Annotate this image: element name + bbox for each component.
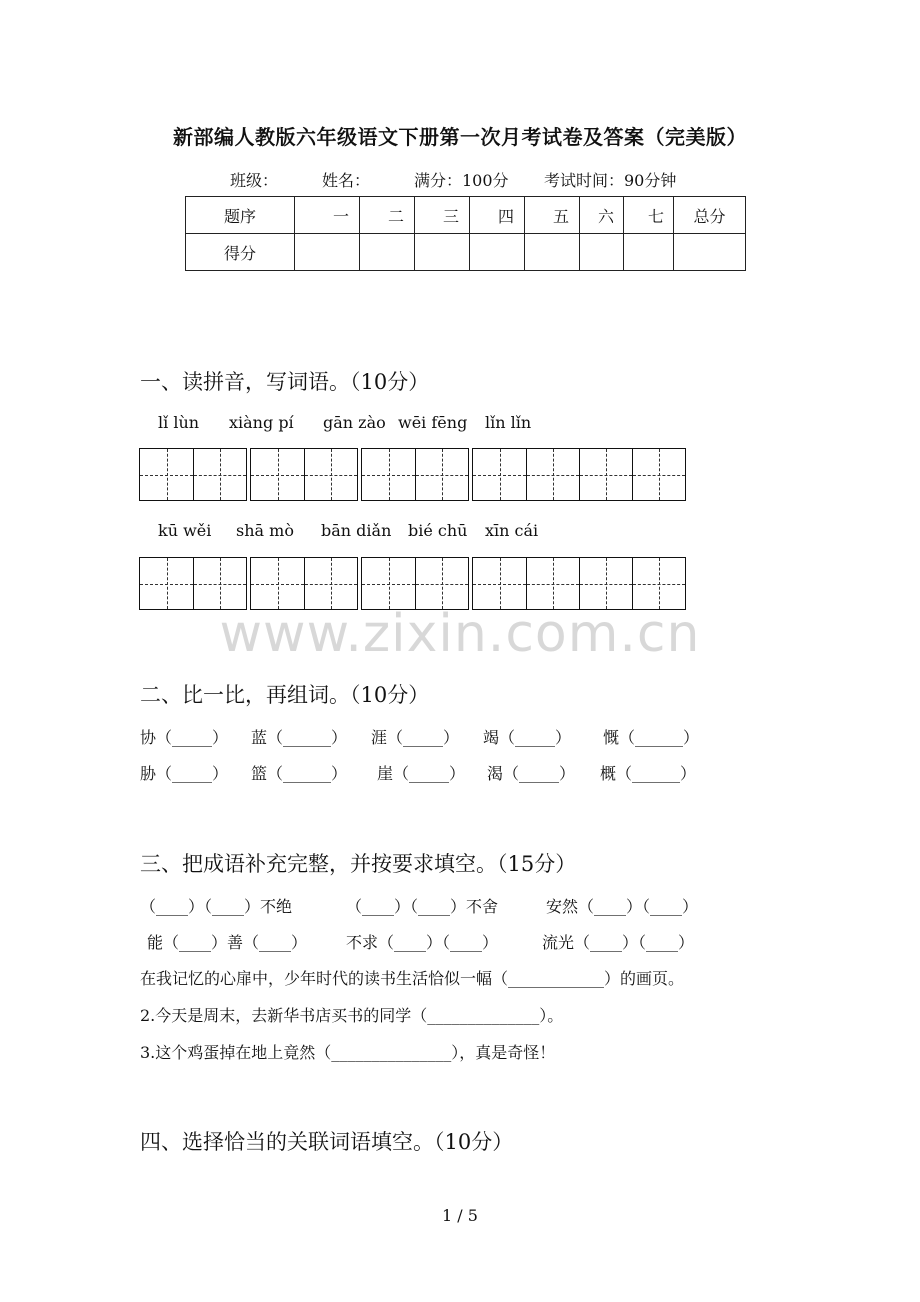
pinyin-label: bié chū (408, 521, 468, 540)
idiom-item: （____）（____）不舍 (346, 897, 499, 916)
pinyin-label: lǐ lùn (158, 413, 200, 432)
pinyin-label: wēi fēng (398, 413, 468, 432)
writing-grid-2char[interactable] (250, 448, 358, 501)
fill-sentence: 2.今天是周末，去新华书店买书的同学（______________）。 (140, 1006, 564, 1025)
idiom-item: 不求（____）（____） (346, 933, 499, 952)
pinyin-label: xīn cái (485, 521, 539, 540)
idiom-item: 安然（____）（____） (546, 897, 699, 916)
section1-heading: 一、读拼音，写词语。（10分） (140, 370, 430, 394)
pinyin-label: bān diǎn (321, 521, 392, 540)
compare-item: 竭（_____） (483, 728, 572, 747)
pinyin-label: xiàng pí (229, 413, 294, 432)
score-cell[interactable] (580, 234, 624, 271)
writing-grid-2char[interactable] (250, 557, 358, 610)
pinyin-label: shā mò (236, 521, 294, 540)
writing-grid-2char[interactable] (139, 557, 247, 610)
score-header-cell: 总分 (674, 197, 746, 234)
writing-grid-2char[interactable] (361, 557, 469, 610)
pinyin-label: lǐn lǐn (485, 413, 532, 432)
watermark: www.zixin.com.cn (219, 604, 701, 664)
score-table-header-row (186, 197, 746, 234)
idiom-item: 能（____）善（____） (147, 933, 308, 952)
score-cell[interactable] (624, 234, 674, 271)
full-score-label: 满分：100分 (414, 171, 509, 190)
section4-heading: 四、选择恰当的关联词语填空。（10分） (140, 1130, 514, 1154)
writing-grid-4char[interactable] (472, 557, 686, 610)
fill-sentence: 在我记忆的心扉中，少年时代的读书生活恰似一幅（____________）的画页。 (140, 969, 685, 988)
class-label: 班级： (230, 171, 279, 190)
compare-item: 协（_____） (140, 728, 229, 747)
compare-item: 蓝（______） (251, 728, 348, 747)
score-header-cell: 四 (470, 197, 525, 234)
score-cell[interactable] (415, 234, 470, 271)
compare-item: 崖（_____） (377, 764, 466, 783)
page-title: 新部编人教版六年级语文下册第一次月考试卷及答案（完美版） (173, 125, 747, 149)
section2-heading: 二、比一比，再组词。（10分） (140, 683, 430, 707)
idiom-item: （____）（____）不绝 (140, 897, 293, 916)
score-row-label: 得分 (186, 234, 295, 271)
fill-sentence: 3.这个鸡蛋掉在地上竟然（_______________），真是奇怪！ (140, 1043, 556, 1062)
score-table (185, 196, 746, 271)
name-label: 姓名： (322, 171, 371, 190)
score-table-score-row (186, 234, 746, 271)
score-cell[interactable] (674, 234, 746, 271)
pinyin-label: gān zào (323, 413, 386, 432)
compare-item: 慨（______） (603, 728, 700, 747)
compare-item: 渴（_____） (487, 764, 576, 783)
compare-item: 篮（______） (251, 764, 348, 783)
writing-grid-2char[interactable] (361, 448, 469, 501)
pinyin-label: kū wěi (158, 521, 212, 540)
score-header-cell: 二 (360, 197, 415, 234)
score-header-cell: 六 (580, 197, 624, 234)
writing-grid-4char[interactable] (472, 448, 686, 501)
idiom-item: 流光（____）（____） (542, 933, 695, 952)
score-cell[interactable] (525, 234, 580, 271)
compare-item: 概（______） (600, 764, 697, 783)
page-number: 1 / 5 (442, 1206, 478, 1225)
score-header-cell: 一 (295, 197, 360, 234)
score-header-cell: 五 (525, 197, 580, 234)
score-header-cell: 三 (415, 197, 470, 234)
exam-time-label: 考试时间：90分钟 (544, 171, 677, 190)
score-cell[interactable] (360, 234, 415, 271)
section3-heading: 三、把成语补充完整，并按要求填空。（15分） (140, 852, 577, 876)
score-header-cell: 题序 (186, 197, 295, 234)
compare-item: 涯（_____） (371, 728, 460, 747)
score-cell[interactable] (295, 234, 360, 271)
compare-item: 胁（_____） (140, 764, 229, 783)
writing-grid-2char[interactable] (139, 448, 247, 501)
score-header-cell: 七 (624, 197, 674, 234)
score-cell[interactable] (470, 234, 525, 271)
